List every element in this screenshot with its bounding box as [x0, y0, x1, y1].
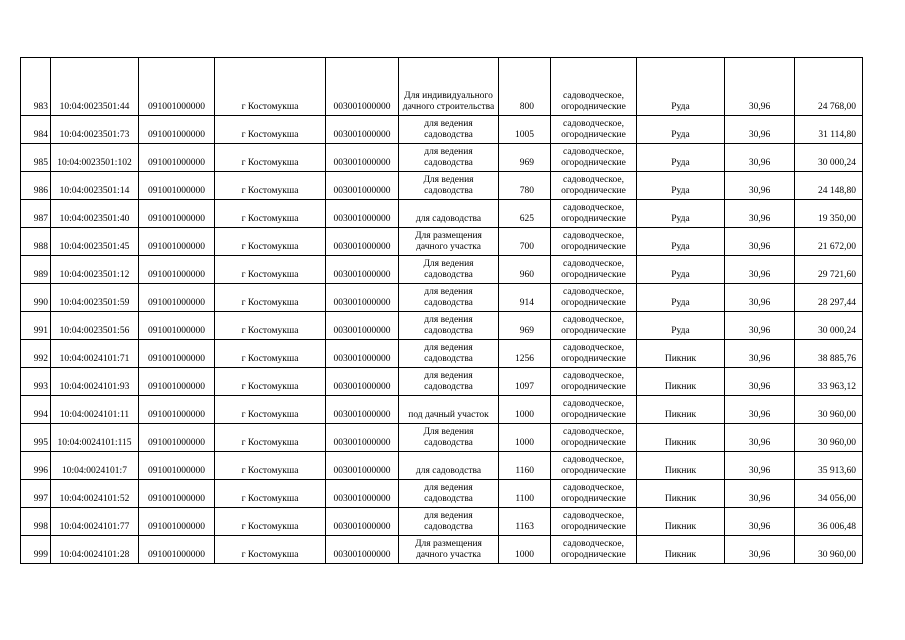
okato-code-cell: 091001000000 — [139, 536, 215, 564]
rate-cell: 30,96 — [725, 508, 795, 536]
cadastral-value-cell: 33 963,12 — [795, 368, 863, 396]
city-cell: г Костомукша — [215, 452, 326, 480]
location-cell: Пикник — [637, 396, 725, 424]
table-row — [21, 172, 863, 200]
cadastral-number-cell: 10:04:0024101:11 — [51, 396, 139, 424]
oktmo-code-cell: 003001000000 — [326, 172, 399, 200]
oktmo-code-cell: 003001000000 — [326, 284, 399, 312]
cadastral-number-cell: 10:04:0023501:102 — [51, 144, 139, 172]
city-cell: г Костомукша — [215, 536, 326, 564]
okato-code-cell: 091001000000 — [139, 368, 215, 396]
location-cell: Пикник — [637, 452, 725, 480]
okato-code-cell: 091001000000 — [139, 172, 215, 200]
okato-code-cell: 091001000000 — [139, 480, 215, 508]
table-row — [21, 256, 863, 284]
rate-cell: 30,96 — [725, 256, 795, 284]
cadastral-number-cell: 10:04:0023501:59 — [51, 284, 139, 312]
table-row — [21, 144, 863, 172]
okato-code-cell: 091001000000 — [139, 340, 215, 368]
location-cell: Руда — [637, 144, 725, 172]
area-cell: 914 — [499, 284, 551, 312]
city-cell: г Костомукша — [215, 284, 326, 312]
cadastral-value-cell: 24 768,00 — [795, 58, 863, 116]
rate-cell: 30,96 — [725, 536, 795, 564]
city-cell: г Костомукша — [215, 58, 326, 116]
cadastral-value-cell: 21 672,00 — [795, 228, 863, 256]
area-cell: 800 — [499, 58, 551, 116]
rate-cell: 30,96 — [725, 480, 795, 508]
oktmo-code-cell: 003001000000 — [326, 480, 399, 508]
city-cell: г Костомукша — [215, 480, 326, 508]
oktmo-code-cell: 003001000000 — [326, 144, 399, 172]
table-row — [21, 368, 863, 396]
land-category-cell: садоводческое, огороднические — [551, 536, 637, 564]
table-row — [21, 480, 863, 508]
city-cell: г Костомукша — [215, 424, 326, 452]
rate-cell: 30,96 — [725, 396, 795, 424]
table-row — [21, 396, 863, 424]
cadastral-number-cell: 10:04:0023501:56 — [51, 312, 139, 340]
cadastral-value-cell: 34 056,00 — [795, 480, 863, 508]
rate-cell: 30,96 — [725, 144, 795, 172]
area-cell: 625 — [499, 200, 551, 228]
location-cell: Руда — [637, 256, 725, 284]
okato-code-cell: 091001000000 — [139, 284, 215, 312]
rate-cell: 30,96 — [725, 58, 795, 116]
oktmo-code-cell: 003001000000 — [326, 340, 399, 368]
row-number-cell: 985 — [21, 144, 51, 172]
cadastral-value-cell: 30 960,00 — [795, 396, 863, 424]
row-number-cell: 989 — [21, 256, 51, 284]
row-number-cell: 983 — [21, 58, 51, 116]
row-number-cell: 987 — [21, 200, 51, 228]
permitted-use-cell: для ведения садоводства — [399, 284, 499, 312]
cadastral-value-cell: 24 148,80 — [795, 172, 863, 200]
row-number-cell: 990 — [21, 284, 51, 312]
land-category-cell: садоводческое, огороднические — [551, 144, 637, 172]
row-number-cell: 995 — [21, 424, 51, 452]
oktmo-code-cell: 003001000000 — [326, 58, 399, 116]
okato-code-cell: 091001000000 — [139, 396, 215, 424]
row-number-cell: 999 — [21, 536, 51, 564]
area-cell: 1100 — [499, 480, 551, 508]
oktmo-code-cell: 003001000000 — [326, 452, 399, 480]
table-row — [21, 58, 863, 116]
city-cell: г Костомукша — [215, 172, 326, 200]
area-cell: 780 — [499, 172, 551, 200]
city-cell: г Костомукша — [215, 256, 326, 284]
table-row — [21, 508, 863, 536]
row-number-cell: 986 — [21, 172, 51, 200]
area-cell: 969 — [499, 312, 551, 340]
table-row — [21, 228, 863, 256]
land-category-cell: садоводческое, огороднические — [551, 58, 637, 116]
city-cell: г Костомукша — [215, 312, 326, 340]
rate-cell: 30,96 — [725, 172, 795, 200]
oktmo-code-cell: 003001000000 — [326, 256, 399, 284]
cadastral-value-cell: 28 297,44 — [795, 284, 863, 312]
permitted-use-cell: для ведения садоводства — [399, 368, 499, 396]
cadastral-number-cell: 10:04:0024101:93 — [51, 368, 139, 396]
okato-code-cell: 091001000000 — [139, 312, 215, 340]
permitted-use-cell: для ведения садоводства — [399, 144, 499, 172]
permitted-use-cell: под дачный участок — [399, 396, 499, 424]
rate-cell: 30,96 — [725, 200, 795, 228]
land-category-cell: садоводческое, огороднические — [551, 228, 637, 256]
permitted-use-cell: Для индивидуального дачного строительства — [399, 58, 499, 116]
permitted-use-cell: Для размещения дачного участка — [399, 228, 499, 256]
cadastral-value-cell: 29 721,60 — [795, 256, 863, 284]
oktmo-code-cell: 003001000000 — [326, 396, 399, 424]
oktmo-code-cell: 003001000000 — [326, 424, 399, 452]
rate-cell: 30,96 — [725, 228, 795, 256]
city-cell: г Костомукша — [215, 340, 326, 368]
land-category-cell: садоводческое, огороднические — [551, 256, 637, 284]
location-cell: Руда — [637, 228, 725, 256]
oktmo-code-cell: 003001000000 — [326, 200, 399, 228]
location-cell: Руда — [637, 172, 725, 200]
okato-code-cell: 091001000000 — [139, 452, 215, 480]
permitted-use-cell: Для ведения садоводства — [399, 172, 499, 200]
cadastral-value-cell: 30 960,00 — [795, 424, 863, 452]
table-body — [21, 58, 863, 564]
row-number-cell: 996 — [21, 452, 51, 480]
area-cell: 1000 — [499, 536, 551, 564]
okato-code-cell: 091001000000 — [139, 256, 215, 284]
permitted-use-cell: для ведения садоводства — [399, 340, 499, 368]
land-category-cell: садоводческое, огороднические — [551, 172, 637, 200]
cadastral-number-cell: 10:04:0023501:12 — [51, 256, 139, 284]
city-cell: г Костомукша — [215, 368, 326, 396]
row-number-cell: 994 — [21, 396, 51, 424]
land-category-cell: садоводческое, огороднические — [551, 480, 637, 508]
permitted-use-cell: Для ведения садоводства — [399, 424, 499, 452]
permitted-use-cell: для ведения садоводства — [399, 116, 499, 144]
city-cell: г Костомукша — [215, 116, 326, 144]
okato-code-cell: 091001000000 — [139, 228, 215, 256]
row-number-cell: 984 — [21, 116, 51, 144]
rate-cell: 30,96 — [725, 312, 795, 340]
cadastral-value-cell: 35 913,60 — [795, 452, 863, 480]
location-cell: Пикник — [637, 536, 725, 564]
land-category-cell: садоводческое, огороднические — [551, 368, 637, 396]
cadastral-number-cell: 10:04:0023501:73 — [51, 116, 139, 144]
rate-cell: 30,96 — [725, 424, 795, 452]
cadastral-number-cell: 10:04:0023501:45 — [51, 228, 139, 256]
cadastral-value-cell: 30 000,24 — [795, 312, 863, 340]
oktmo-code-cell: 003001000000 — [326, 536, 399, 564]
location-cell: Руда — [637, 58, 725, 116]
area-cell: 1000 — [499, 424, 551, 452]
oktmo-code-cell: 003001000000 — [326, 312, 399, 340]
cadastral-value-cell: 38 885,76 — [795, 340, 863, 368]
table-row — [21, 340, 863, 368]
cadastral-value-cell: 19 350,00 — [795, 200, 863, 228]
area-cell: 1163 — [499, 508, 551, 536]
row-number-cell: 992 — [21, 340, 51, 368]
rate-cell: 30,96 — [725, 340, 795, 368]
table-row — [21, 312, 863, 340]
area-cell: 969 — [499, 144, 551, 172]
cadastral-value-cell: 30 000,24 — [795, 144, 863, 172]
cadastral-number-cell: 10:04:0024101:115 — [51, 424, 139, 452]
row-number-cell: 991 — [21, 312, 51, 340]
okato-code-cell: 091001000000 — [139, 424, 215, 452]
permitted-use-cell: Для ведения садоводства — [399, 256, 499, 284]
table-row — [21, 200, 863, 228]
area-cell: 1005 — [499, 116, 551, 144]
location-cell: Руда — [637, 200, 725, 228]
area-cell: 960 — [499, 256, 551, 284]
okato-code-cell: 091001000000 — [139, 58, 215, 116]
cadastral-number-cell: 10:04:0024101:7 — [51, 452, 139, 480]
cadastral-number-cell: 10:04:0023501:14 — [51, 172, 139, 200]
area-cell: 1160 — [499, 452, 551, 480]
cadastral-value-cell: 36 006,48 — [795, 508, 863, 536]
cadastral-value-cell: 30 960,00 — [795, 536, 863, 564]
table-row — [21, 424, 863, 452]
land-category-cell: садоводческое, огороднические — [551, 200, 637, 228]
rate-cell: 30,96 — [725, 284, 795, 312]
city-cell: г Костомукша — [215, 508, 326, 536]
permitted-use-cell: для ведения садоводства — [399, 508, 499, 536]
permitted-use-cell: для садоводства — [399, 200, 499, 228]
land-category-cell: садоводческое, огороднические — [551, 452, 637, 480]
area-cell: 700 — [499, 228, 551, 256]
permitted-use-cell: для садоводства — [399, 452, 499, 480]
okato-code-cell: 091001000000 — [139, 116, 215, 144]
city-cell: г Костомукша — [215, 200, 326, 228]
table-row — [21, 452, 863, 480]
table-row — [21, 536, 863, 564]
cadastral-value-cell: 31 114,80 — [795, 116, 863, 144]
rate-cell: 30,96 — [725, 368, 795, 396]
land-category-cell: садоводческое, огороднические — [551, 116, 637, 144]
land-category-cell: садоводческое, огороднические — [551, 508, 637, 536]
table-row — [21, 116, 863, 144]
land-category-cell: садоводческое, огороднические — [551, 312, 637, 340]
row-number-cell: 998 — [21, 508, 51, 536]
cadastral-number-cell: 10:04:0024101:52 — [51, 480, 139, 508]
city-cell: г Костомукша — [215, 228, 326, 256]
location-cell: Руда — [637, 116, 725, 144]
cadastral-number-cell: 10:04:0024101:71 — [51, 340, 139, 368]
permitted-use-cell: Для размещения дачного участка — [399, 536, 499, 564]
land-category-cell: садоводческое, огороднические — [551, 424, 637, 452]
land-plots-table — [20, 57, 863, 564]
area-cell: 1000 — [499, 396, 551, 424]
permitted-use-cell: для ведения садоводства — [399, 480, 499, 508]
location-cell: Пикник — [637, 424, 725, 452]
location-cell: Пикник — [637, 368, 725, 396]
row-number-cell: 988 — [21, 228, 51, 256]
land-category-cell: садоводческое, огороднические — [551, 396, 637, 424]
cadastral-number-cell: 10:04:0024101:28 — [51, 536, 139, 564]
oktmo-code-cell: 003001000000 — [326, 116, 399, 144]
oktmo-code-cell: 003001000000 — [326, 508, 399, 536]
city-cell: г Костомукша — [215, 144, 326, 172]
land-category-cell: садоводческое, огороднические — [551, 284, 637, 312]
rate-cell: 30,96 — [725, 116, 795, 144]
cadastral-number-cell: 10:04:0023501:44 — [51, 58, 139, 116]
rate-cell: 30,96 — [725, 452, 795, 480]
cadastral-number-cell: 10:04:0024101:77 — [51, 508, 139, 536]
location-cell: Пикник — [637, 340, 725, 368]
cadastral-number-cell: 10:04:0023501:40 — [51, 200, 139, 228]
oktmo-code-cell: 003001000000 — [326, 228, 399, 256]
okato-code-cell: 091001000000 — [139, 200, 215, 228]
location-cell: Руда — [637, 284, 725, 312]
area-cell: 1256 — [499, 340, 551, 368]
area-cell: 1097 — [499, 368, 551, 396]
row-number-cell: 993 — [21, 368, 51, 396]
okato-code-cell: 091001000000 — [139, 144, 215, 172]
location-cell: Пикник — [637, 480, 725, 508]
row-number-cell: 997 — [21, 480, 51, 508]
okato-code-cell: 091001000000 — [139, 508, 215, 536]
oktmo-code-cell: 003001000000 — [326, 368, 399, 396]
table-row — [21, 284, 863, 312]
location-cell: Руда — [637, 312, 725, 340]
permitted-use-cell: для ведения садоводства — [399, 312, 499, 340]
city-cell: г Костомукша — [215, 396, 326, 424]
location-cell: Пикник — [637, 508, 725, 536]
land-category-cell: садоводческое, огороднические — [551, 340, 637, 368]
